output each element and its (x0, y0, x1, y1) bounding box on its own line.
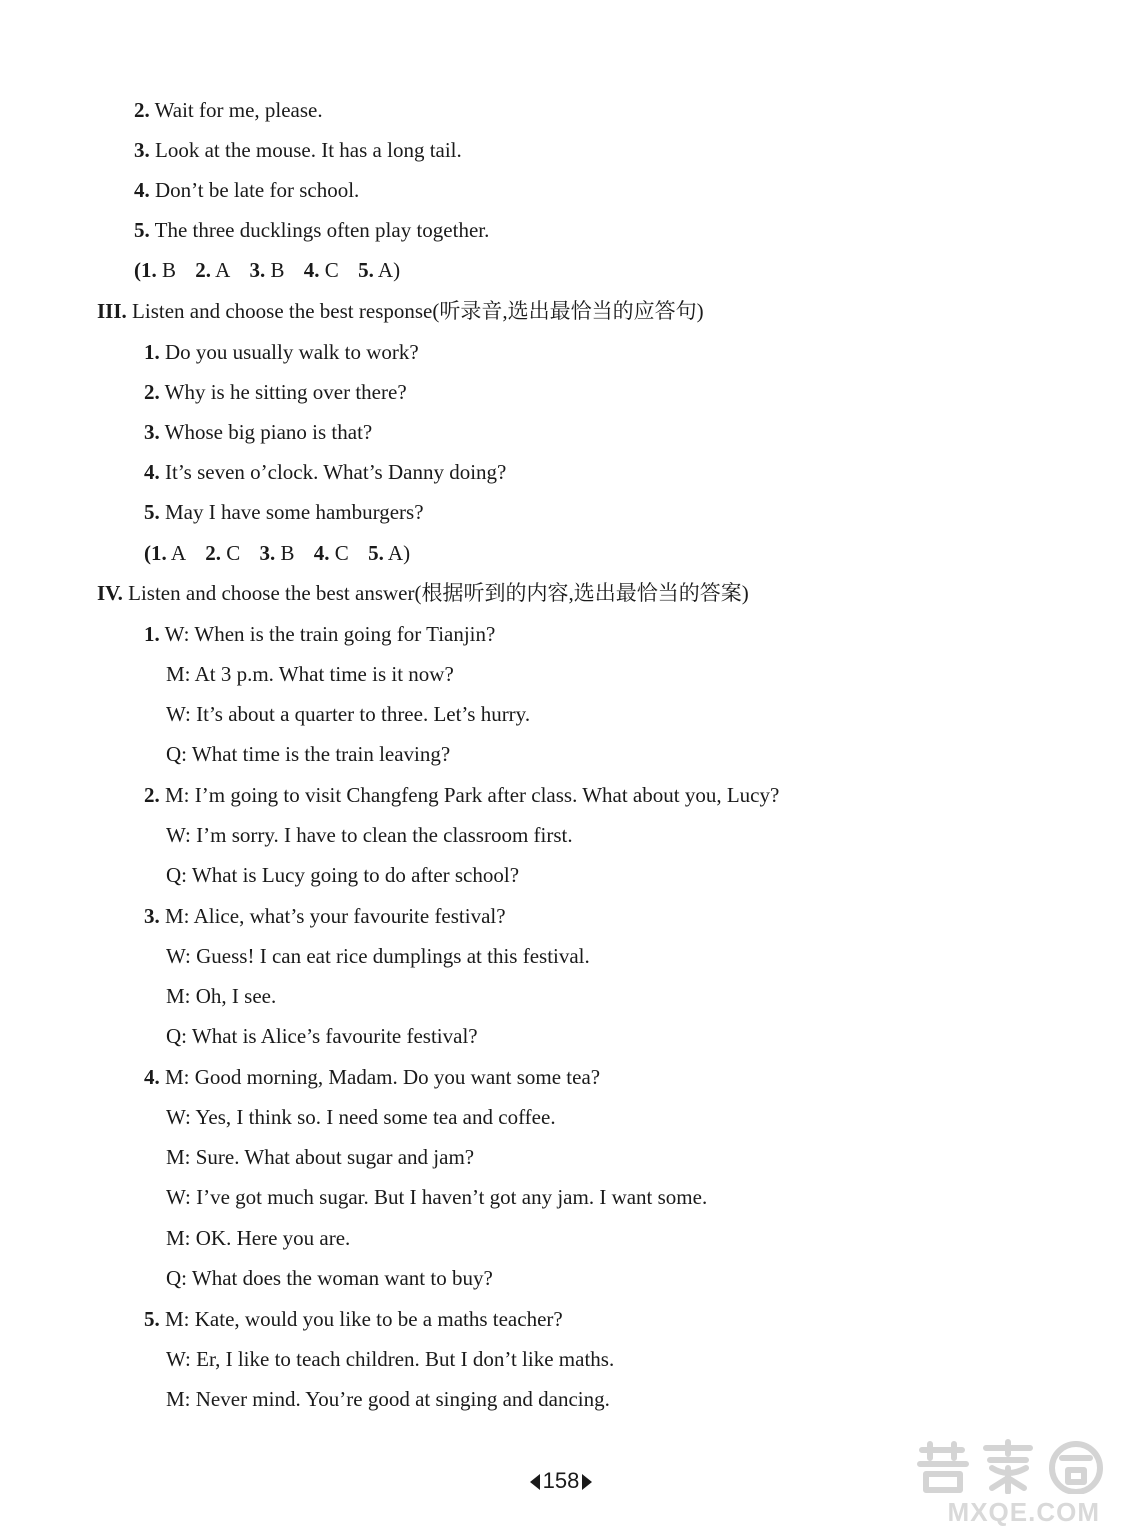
dialog-line: M: Oh, I see. (166, 984, 277, 1008)
answer-number: 4. (303, 258, 320, 282)
dialog-5-line-3 (166, 1385, 610, 1413)
item-text: The three ducklings often play together. (154, 218, 490, 242)
item-text: Do you usually walk to work? (165, 340, 419, 364)
item-text: Wait for me, please. (154, 98, 323, 122)
dialog-4-question (166, 1264, 493, 1292)
dialog-5-line-1 (144, 1305, 563, 1333)
answer-value: B (270, 258, 285, 282)
section-title: Listen and choose the best answer(根据听到的内容,选出最恰当的答案) (128, 581, 749, 605)
dialog-4-line-5 (166, 1224, 350, 1252)
dialog-3-line-1 (144, 902, 506, 930)
dialog-1-line-1 (144, 620, 495, 648)
item-number: 1. (144, 340, 160, 364)
part2-answer-key (134, 256, 400, 284)
answer-number: 5. (358, 258, 374, 282)
item-number: 2. (144, 380, 160, 404)
item-text: It’s seven o’clock. What’s Danny doing? (165, 460, 507, 484)
answer-number: 2. (205, 541, 222, 565)
answer-number: 3. (249, 258, 266, 282)
dialog-number: 5. (144, 1307, 160, 1331)
dialog-4-line-2 (166, 1103, 556, 1131)
dialog-line: Q: What time is the train leaving? (166, 742, 451, 766)
dialog-1-question (166, 740, 450, 768)
dialog-4-line-3 (166, 1143, 474, 1171)
dialog-line: M: Good morning, Madam. Do you want some tea? (165, 1065, 601, 1089)
dialog-4-line-1 (144, 1063, 600, 1091)
section-4-heading (97, 579, 749, 607)
item-number: 5. (134, 218, 150, 242)
section-3-item-3 (144, 418, 372, 446)
dialog-number: 1. (144, 622, 160, 646)
dialog-line: M: I’m going to visit Changfeng Park after class. What about you, Lucy? (165, 783, 780, 807)
dialog-line: Q: What does the woman want to buy? (166, 1266, 493, 1290)
section-3-item-4 (144, 458, 506, 486)
dialog-line: M: OK. Here you are. (166, 1226, 351, 1250)
item-text: Whose big piano is that? (164, 420, 373, 444)
answer-number: (1. (134, 258, 157, 282)
section-3-item-5 (144, 498, 424, 526)
section-title: Listen and choose the best response(听录音,选出最恰当的应答句) (132, 299, 704, 323)
item-text: May I have some hamburgers? (165, 500, 424, 524)
dialog-line: W: Er, I like to teach children. But I don’t like maths. (166, 1347, 615, 1371)
item-text: Don’t be late for school. (155, 178, 360, 202)
dialog-2-line-2 (166, 821, 573, 849)
dialog-line: W: When is the train going for Tianjin? (164, 622, 496, 646)
section-3-item-2 (144, 378, 407, 406)
section-number: IV. (97, 581, 123, 605)
answer-value: C (334, 541, 349, 565)
dialog-5-line-2 (166, 1345, 614, 1373)
dialog-2-question (166, 861, 519, 889)
dialog-line: Q: What is Lucy going to do after school? (166, 863, 520, 887)
page-number-text: 158 (542, 1468, 580, 1493)
item-text: Why is he sitting over there? (164, 380, 407, 404)
item-number: 4. (144, 460, 160, 484)
item-number: 3. (144, 420, 160, 444)
dialog-line: W: I’ve got much sugar. But I haven’t got any jam. I want some. (166, 1185, 708, 1209)
answer-value: A (215, 258, 231, 282)
item-number: 3. (134, 138, 150, 162)
part2-item-4 (134, 176, 359, 204)
dialog-line: W: I’m sorry. I have to clean the classroom first. (166, 823, 573, 847)
dialog-3-line-2 (166, 942, 590, 970)
answer-number: (1. (144, 541, 167, 565)
answer-value: A) (387, 541, 411, 565)
dialog-line: W: It’s about a quarter to three. Let’s hurry. (166, 702, 531, 726)
part2-item-3 (134, 136, 462, 164)
dialog-line: M: Kate, would you like to be a maths teacher? (165, 1307, 563, 1331)
section-3-heading (97, 297, 704, 325)
dialog-line: Q: What is Alice’s favourite festival? (166, 1024, 478, 1048)
watermark-text: MXQE.COM (947, 1497, 1100, 1527)
dialog-line: M: At 3 p.m. What time is it now? (166, 662, 454, 686)
dialog-2-line-1 (144, 781, 779, 809)
answer-number: 4. (313, 541, 330, 565)
item-text: Look at the mouse. It has a long tail. (155, 138, 462, 162)
dialog-line: M: Never mind. You’re good at singing and dancing. (166, 1387, 610, 1411)
item-number: 5. (144, 500, 160, 524)
dialog-line: M: Sure. What about sugar and jam? (166, 1145, 475, 1169)
left-arrow-icon (530, 1474, 540, 1490)
answer-value: B (162, 258, 177, 282)
dialog-line: W: Yes, I think so. I need some tea and coffee. (166, 1105, 556, 1129)
section-3-item-1 (144, 338, 419, 366)
watermark (902, 1438, 1112, 1528)
answer-number: 2. (195, 258, 212, 282)
answer-value: B (280, 541, 295, 565)
section-3-answer-key (144, 539, 410, 567)
dialog-3-line-3 (166, 982, 276, 1010)
item-number: 4. (134, 178, 150, 202)
part2-item-5 (134, 216, 489, 244)
answer-number: 3. (259, 541, 276, 565)
dialog-1-line-2 (166, 660, 454, 688)
dialog-1-line-3 (166, 700, 530, 728)
answer-value: C (226, 541, 241, 565)
dialog-4-line-4 (166, 1183, 707, 1211)
answer-value: A) (377, 258, 401, 282)
dialog-number: 4. (144, 1065, 160, 1089)
dialog-line: W: Guess! I can eat rice dumplings at this festival. (166, 944, 590, 968)
item-number: 2. (134, 98, 150, 122)
dialog-number: 2. (144, 783, 160, 807)
right-arrow-icon (582, 1474, 592, 1490)
part2-item-2 (134, 96, 323, 124)
dialog-line: M: Alice, what’s your favourite festival? (165, 904, 506, 928)
answer-number: 5. (368, 541, 384, 565)
dialog-number: 3. (144, 904, 160, 928)
section-number: III. (97, 299, 127, 323)
answer-value: A (170, 541, 187, 565)
dialog-3-question (166, 1022, 478, 1050)
answer-value: C (324, 258, 339, 282)
watermark-logo-icon (912, 1438, 1112, 1494)
